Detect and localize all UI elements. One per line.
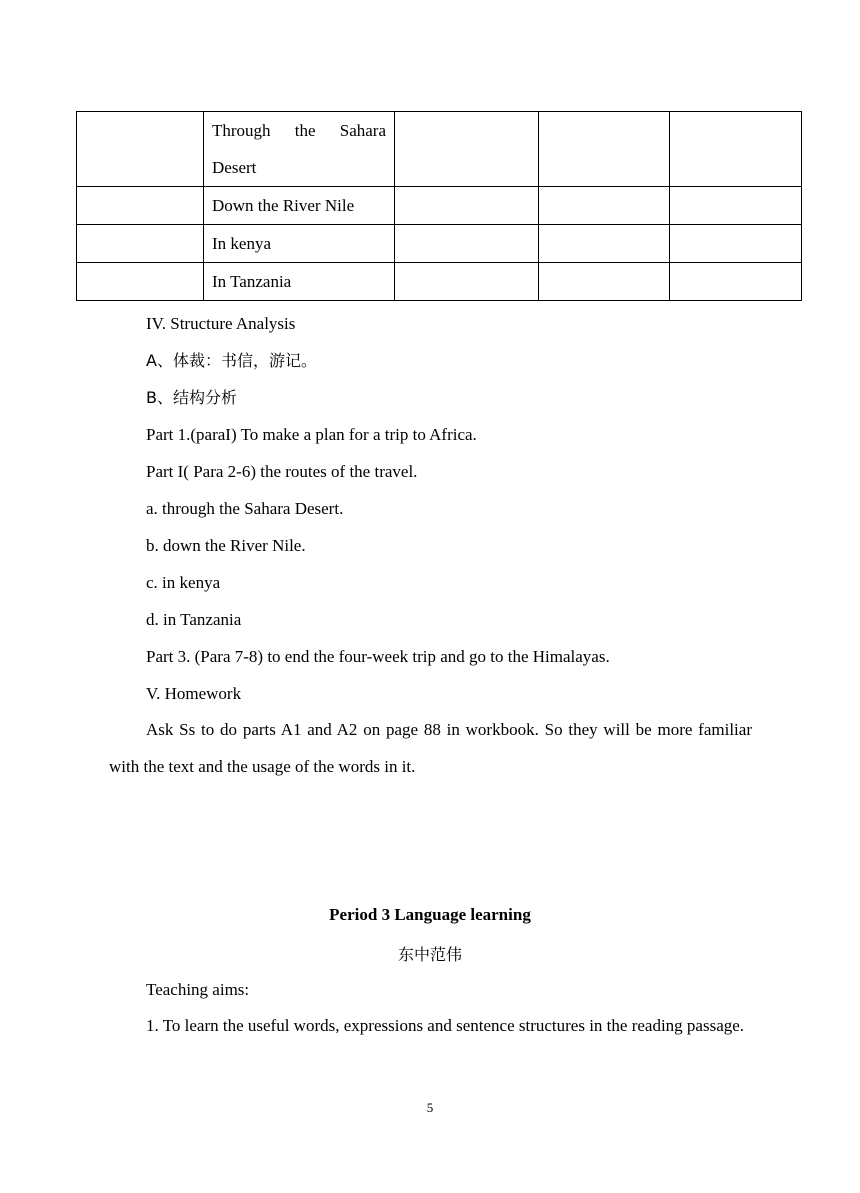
aim-1-paragraph: 1. To learn the useful words, expressions and sentence structures in the reading passage. [146,1016,745,1035]
part-2-line: Part I( Para 2-6) the routes of the travel. [146,462,418,481]
list-item: b. down the River Nile. [146,536,306,555]
section-iv-structure-label: B、结构分析 [146,388,237,407]
section-iv-genre: A、体裁：书信，游记。 [146,351,317,370]
table-cell [670,112,802,187]
list-item: a. through the Sahara Desert. [146,499,344,518]
word: Sahara [339,121,386,140]
routes-table [76,111,802,301]
teaching-aims-label: Teaching aims: [146,980,250,999]
table-cell [395,225,539,263]
route-line-2: Desert [212,158,257,177]
table-cell [395,187,539,225]
list-item: c. in kenya [146,573,221,592]
table-row [77,225,802,263]
table-row [77,187,802,225]
table-cell [539,263,670,301]
part-1-line: Part 1.(paraI) To make a plan for a trip to Africa. [146,425,477,444]
table-cell-route: In Tanzania [204,263,395,301]
table-cell [670,263,802,301]
table-cell [77,187,204,225]
author-name: 东中范伟 [397,945,462,964]
homework-paragraph: Ask Ss to do parts A1 and A2 on page 88 in workbook. So they will be more familiar with the text and the usage of the words in it. [109,720,752,776]
word: the [294,121,316,140]
table-cell [539,187,670,225]
table-cell-route: In kenya [204,225,395,263]
part-3-line: Part 3. (Para 7-8) to end the four-week trip and go to the Himalayas. [146,647,610,666]
table-cell [670,225,802,263]
table-row [77,112,802,187]
period-heading: Period 3 Language learning [329,905,531,924]
table-cell [77,112,204,187]
section-v-title: V. Homework [146,684,242,703]
table-cell [539,112,670,187]
table-cell [395,263,539,301]
table-cell [77,225,204,263]
list-item: d. in Tanzania [146,610,242,629]
table-row [77,263,802,301]
page-number: 5 [426,1100,434,1115]
table-cell-route [204,112,395,187]
table-cell [395,112,539,187]
word: Through [212,121,271,140]
route-line-1 [212,112,386,149]
section-iv-title: IV. Structure Analysis [146,314,296,333]
table-cell [539,225,670,263]
table-cell [77,263,204,301]
table-cell [670,187,802,225]
table-cell-route: Down the River Nile [204,187,395,225]
